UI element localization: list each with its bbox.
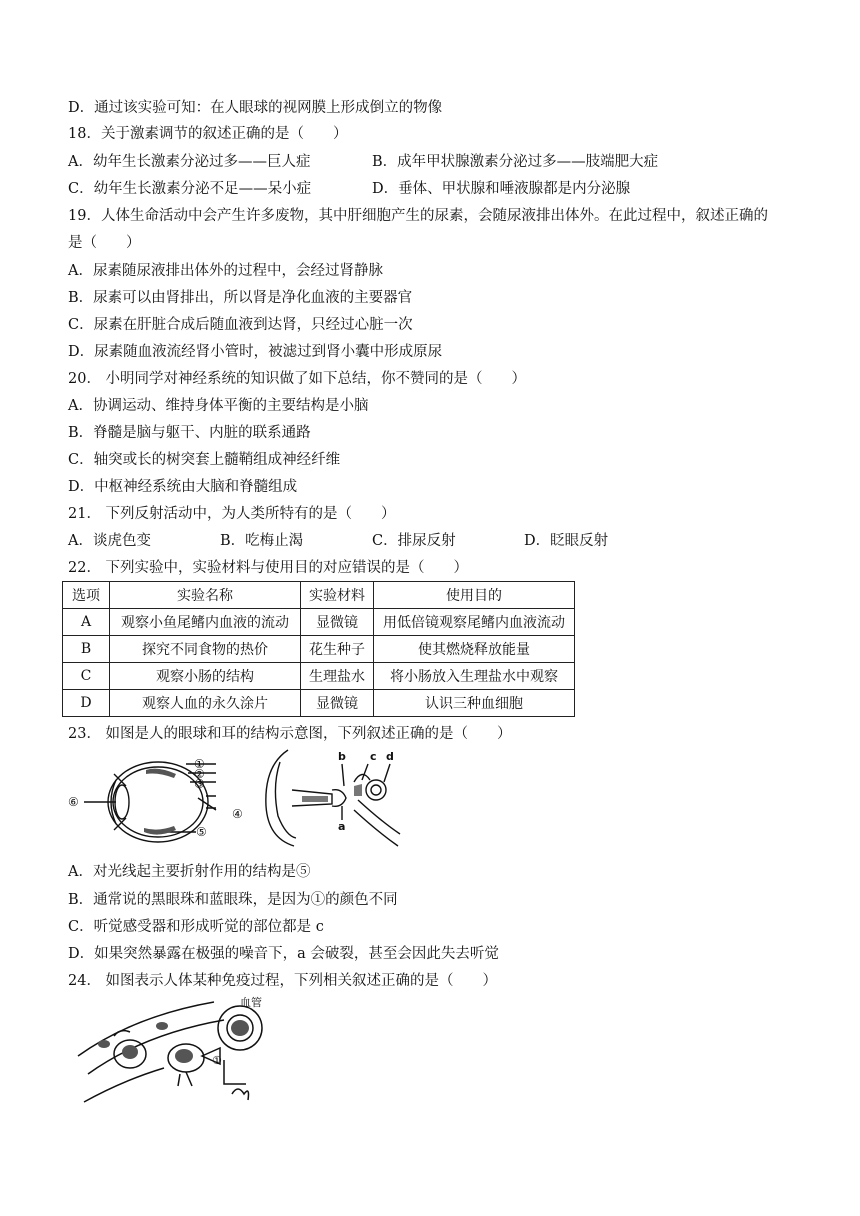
- q21-option-c: C．排尿反射: [372, 533, 456, 549]
- q19-option-a: A．尿素随尿液排出体外的过程中，会经过肾静脉: [68, 263, 383, 279]
- q19-option-d: D．尿素随血液流经肾小管时，被滤过到肾小囊中形成原尿: [68, 344, 443, 360]
- table-header-cell: 使用目的: [374, 582, 575, 609]
- q19-option-b: B．尿素可以由肾排出，所以肾是净化血液的主要器官: [68, 290, 413, 306]
- eye-label-1: ①: [194, 757, 205, 771]
- ear-diagram: [258, 746, 408, 850]
- table-cell: 观察人血的永久涂片: [110, 690, 301, 717]
- q23-option-b: B．通常说的黑眼珠和蓝眼珠，是因为①的颜色不同: [68, 892, 398, 908]
- table-header-row: [63, 582, 575, 609]
- immune-label-1: ①: [212, 1054, 222, 1067]
- table-header-cell: 实验名称: [110, 582, 301, 609]
- q19-stem-line2: 是（ ）: [68, 235, 141, 251]
- table-cell: 认识三种血细胞: [374, 690, 575, 717]
- eye-label-2: ②: [194, 767, 205, 781]
- table-cell: D: [63, 690, 110, 717]
- eye-label-5: ⑤: [196, 825, 207, 839]
- eye-label-4: ④: [232, 807, 243, 821]
- q19-option-c: C．尿素在肝脏合成后随血液到达肾，只经过心脏一次: [68, 317, 413, 333]
- table-cell: 观察小鱼尾鳍内血液的流动: [110, 609, 301, 636]
- q18-option-b: B．成年甲状腺激素分泌过多——肢端肥大症: [372, 154, 659, 170]
- q21-option-d: D．眨眼反射: [524, 533, 609, 549]
- q21-stem: 21． 下列反射活动中，为人类所特有的是（ ）: [68, 506, 396, 522]
- ear-label-b: b: [338, 750, 346, 763]
- table-row: [63, 609, 575, 636]
- q20-stem: 20． 小明同学对神经系统的知识做了如下总结，你不赞同的是（ ）: [68, 371, 527, 387]
- table-cell: C: [63, 663, 110, 690]
- ear-label-c: c: [370, 750, 377, 763]
- table-cell: 使其燃烧释放能量: [374, 636, 575, 663]
- q23-option-d: D．如果突然暴露在极强的噪音下，a 会破裂，甚至会因此失去听觉: [68, 946, 499, 962]
- table-cell: 将小肠放入生理盐水中观察: [374, 663, 575, 690]
- table-cell: 显微镜: [301, 690, 374, 717]
- immune-label-vessel: 血管: [240, 996, 262, 1009]
- experiment-table: [62, 581, 575, 717]
- q20-option-d: D．中枢神经系统由大脑和脊髓组成: [68, 479, 298, 495]
- q18-option-a: A．幼年生长激素分泌过多——巨人症: [68, 154, 311, 170]
- q23-option-a: A．对光线起主要折射作用的结构是⑤: [68, 864, 311, 880]
- q21-option-a: A．谈虎色变: [68, 533, 151, 549]
- table-cell: A: [63, 609, 110, 636]
- table-cell: B: [63, 636, 110, 663]
- immune-process-diagram: [74, 996, 274, 1108]
- eye-label-6: ⑥: [68, 795, 79, 809]
- table-row: [63, 636, 575, 663]
- table-cell: 探究不同食物的热价: [110, 636, 301, 663]
- q18-option-d: D．垂体、甲状腺和唾液腺都是内分泌腺: [372, 181, 631, 197]
- table-row: [63, 690, 575, 717]
- q20-option-b: B．脊髓是脑与躯干、内脏的联系通路: [68, 425, 311, 441]
- q24-stem: 24． 如图表示人体某种免疫过程，下列相关叙述正确的是（ ）: [68, 973, 498, 989]
- table-cell: 显微镜: [301, 609, 374, 636]
- q23-stem: 23． 如图是人的眼球和耳的结构示意图，下列叙述正确的是（ ）: [68, 726, 512, 742]
- q19-stem-line1: 19．人体生命活动中会产生许多废物，其中肝细胞产生的尿素，会随尿液排出体外。在此过程中，叙述正确的: [68, 208, 768, 224]
- eye-label-3: ③: [194, 777, 205, 791]
- table-cell: 生理盐水: [301, 663, 374, 690]
- ear-label-d: d: [386, 750, 394, 763]
- q18-option-c: C．幼年生长激素分泌不足——呆小症: [68, 181, 312, 197]
- table-row: [63, 663, 575, 690]
- table-cell: 花生种子: [301, 636, 374, 663]
- ear-label-a: a: [338, 820, 346, 833]
- q21-option-b: B．吃梅止渴: [220, 533, 304, 549]
- table-header-cell: 实验材料: [301, 582, 374, 609]
- q18-stem: 18．关于激素调节的叙述正确的是（ ）: [68, 126, 348, 142]
- q17-option-d: D．通过该实验可知：在人眼球的视网膜上形成倒立的物像: [68, 100, 443, 116]
- table-cell: 观察小肠的结构: [110, 663, 301, 690]
- q23-option-c: C．听觉感受器和形成听觉的部位都是 c: [68, 919, 324, 935]
- q20-option-c: C．轴突或长的树突套上髓鞘组成神经纤维: [68, 452, 341, 468]
- eye-diagram: [66, 752, 252, 848]
- q20-option-a: A．协调运动、维持身体平衡的主要结构是小脑: [68, 398, 369, 414]
- table-header-cell: 选项: [63, 582, 110, 609]
- table-cell: 用低倍镜观察尾鳍内血液流动: [374, 609, 575, 636]
- q22-stem: 22． 下列实验中，实验材料与使用目的对应错误的是（ ）: [68, 560, 469, 576]
